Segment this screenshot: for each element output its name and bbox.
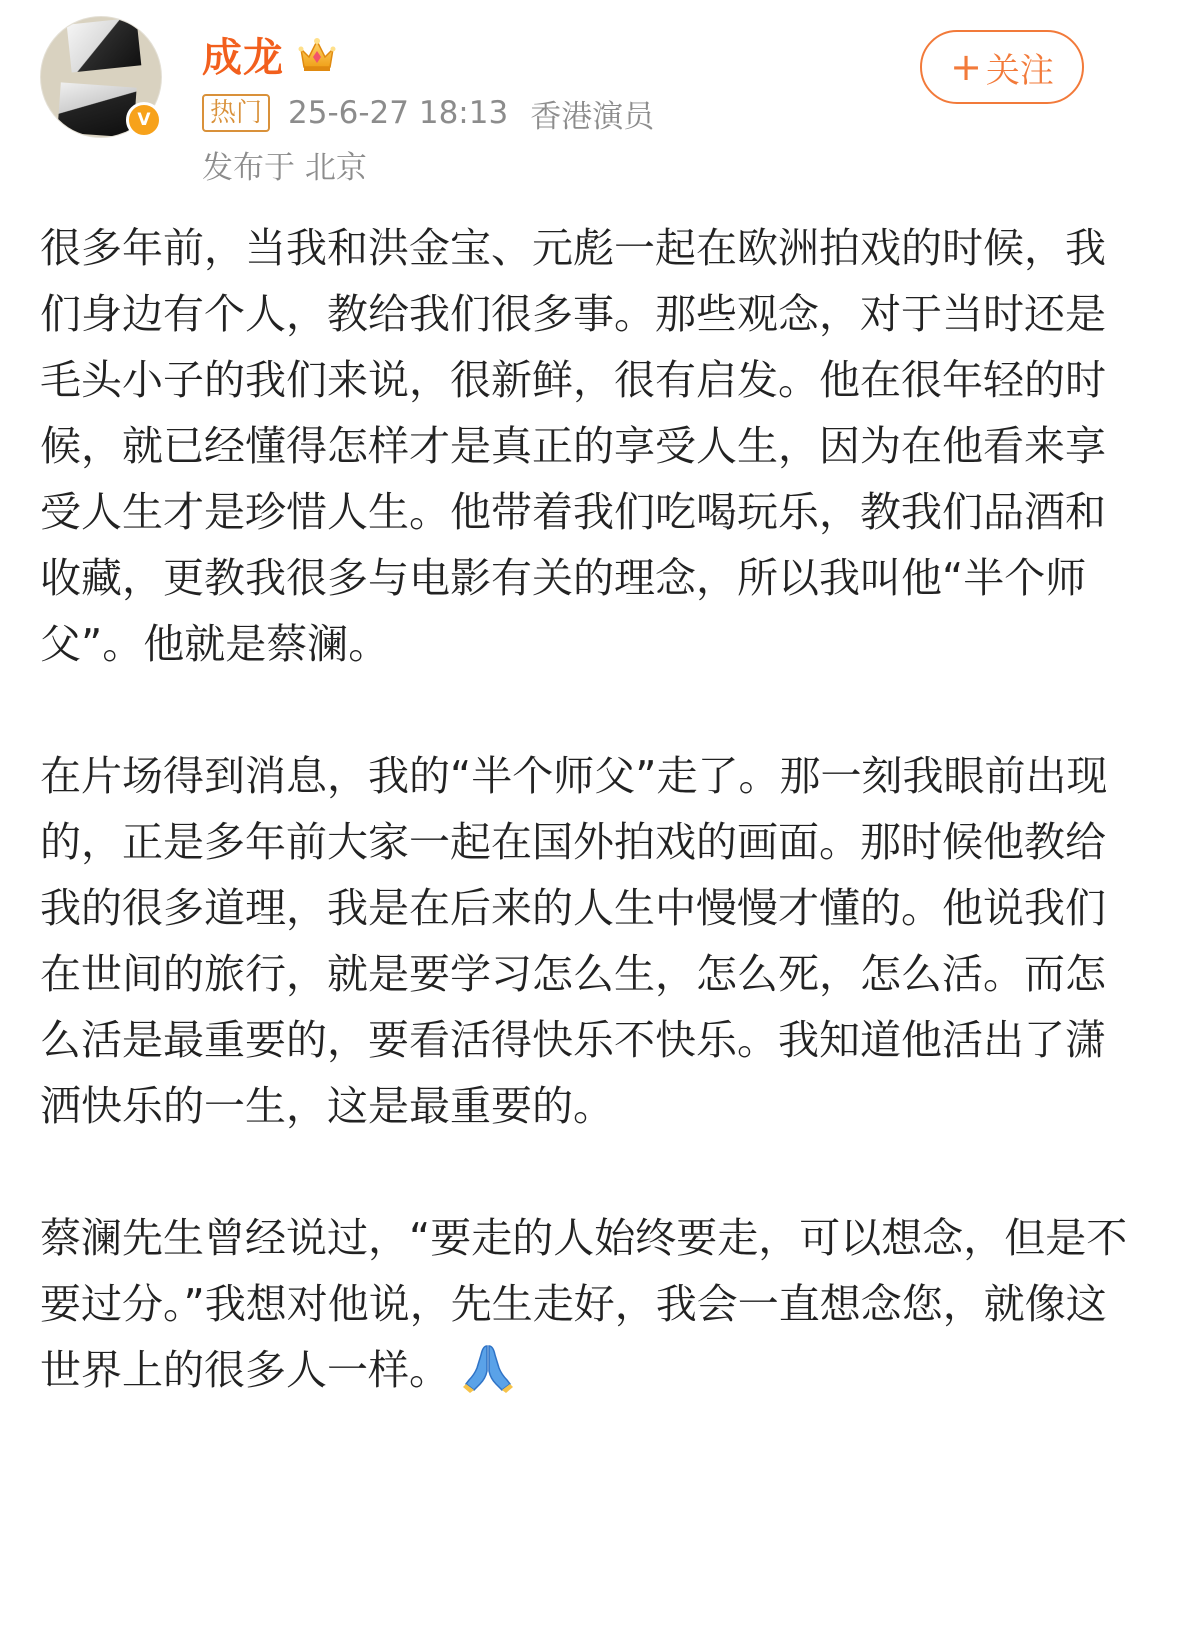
post-paragraph-1: 很多年前，当我和洪金宝、元彪一起在欧洲拍戏的时候，我们身边有个人，教给我们很多事。那些观念，对于当时还是毛头小子的我们来说，很新鲜，很有启发。他在很年轻的时候，就已经懂得怎样才是真正的享受人生，因为在他看来享受人生才是珍惜人生。他带着我们吃喝玩乐，教我们品酒和收藏，更教我很多与电影有关的理念，所以我叫他“半个师父”。他就是蔡澜。 (40, 224, 1106, 668)
post-header (0, 0, 1179, 200)
post-paragraph-3 (40, 1205, 1140, 1403)
praying-hands-icon (460, 1338, 516, 1394)
author-name[interactable]: 成龙 (202, 34, 284, 81)
post-location: 发布于 北京 (202, 150, 367, 186)
username-row (202, 26, 338, 82)
post-body (40, 215, 1140, 1403)
author-avatar[interactable] (40, 16, 164, 140)
crown-icon (296, 33, 338, 75)
follow-button[interactable] (920, 30, 1084, 104)
post-paragraph-3-text: 蔡澜先生曾经说过，“要走的人始终要走，可以想念，但是不要过分。”我想对他说，先生走好，我会一直想念您，就像这世界上的很多人一样。 (40, 1214, 1128, 1394)
follow-label: 关注 (985, 50, 1054, 91)
post-meta (202, 93, 654, 133)
post-paragraph-2: 在片场得到消息，我的“半个师父”走了。那一刻我眼前出现的，正是多年前大家一起在国外拍戏的画面。那时候他教给我的很多道理，我是在后来的人生中慢慢才懂的。他说我们在世间的旅行，就是要学习怎么生，怎么死，怎么活。而怎么活是最重要的，要看活得快乐不快乐。我知道他活出了潇洒快乐的一生，这是最重要的。 (40, 752, 1108, 1130)
avatar-photo-bottom (57, 82, 136, 137)
post-timestamp: 25-6-27 18:13 (288, 95, 509, 131)
author-description: 香港演员 (530, 98, 655, 135)
verified-v-icon: V (126, 102, 162, 138)
hot-badge: 热门 (202, 94, 270, 132)
avatar-photo-top (67, 17, 142, 72)
plus-icon: + (950, 45, 982, 89)
